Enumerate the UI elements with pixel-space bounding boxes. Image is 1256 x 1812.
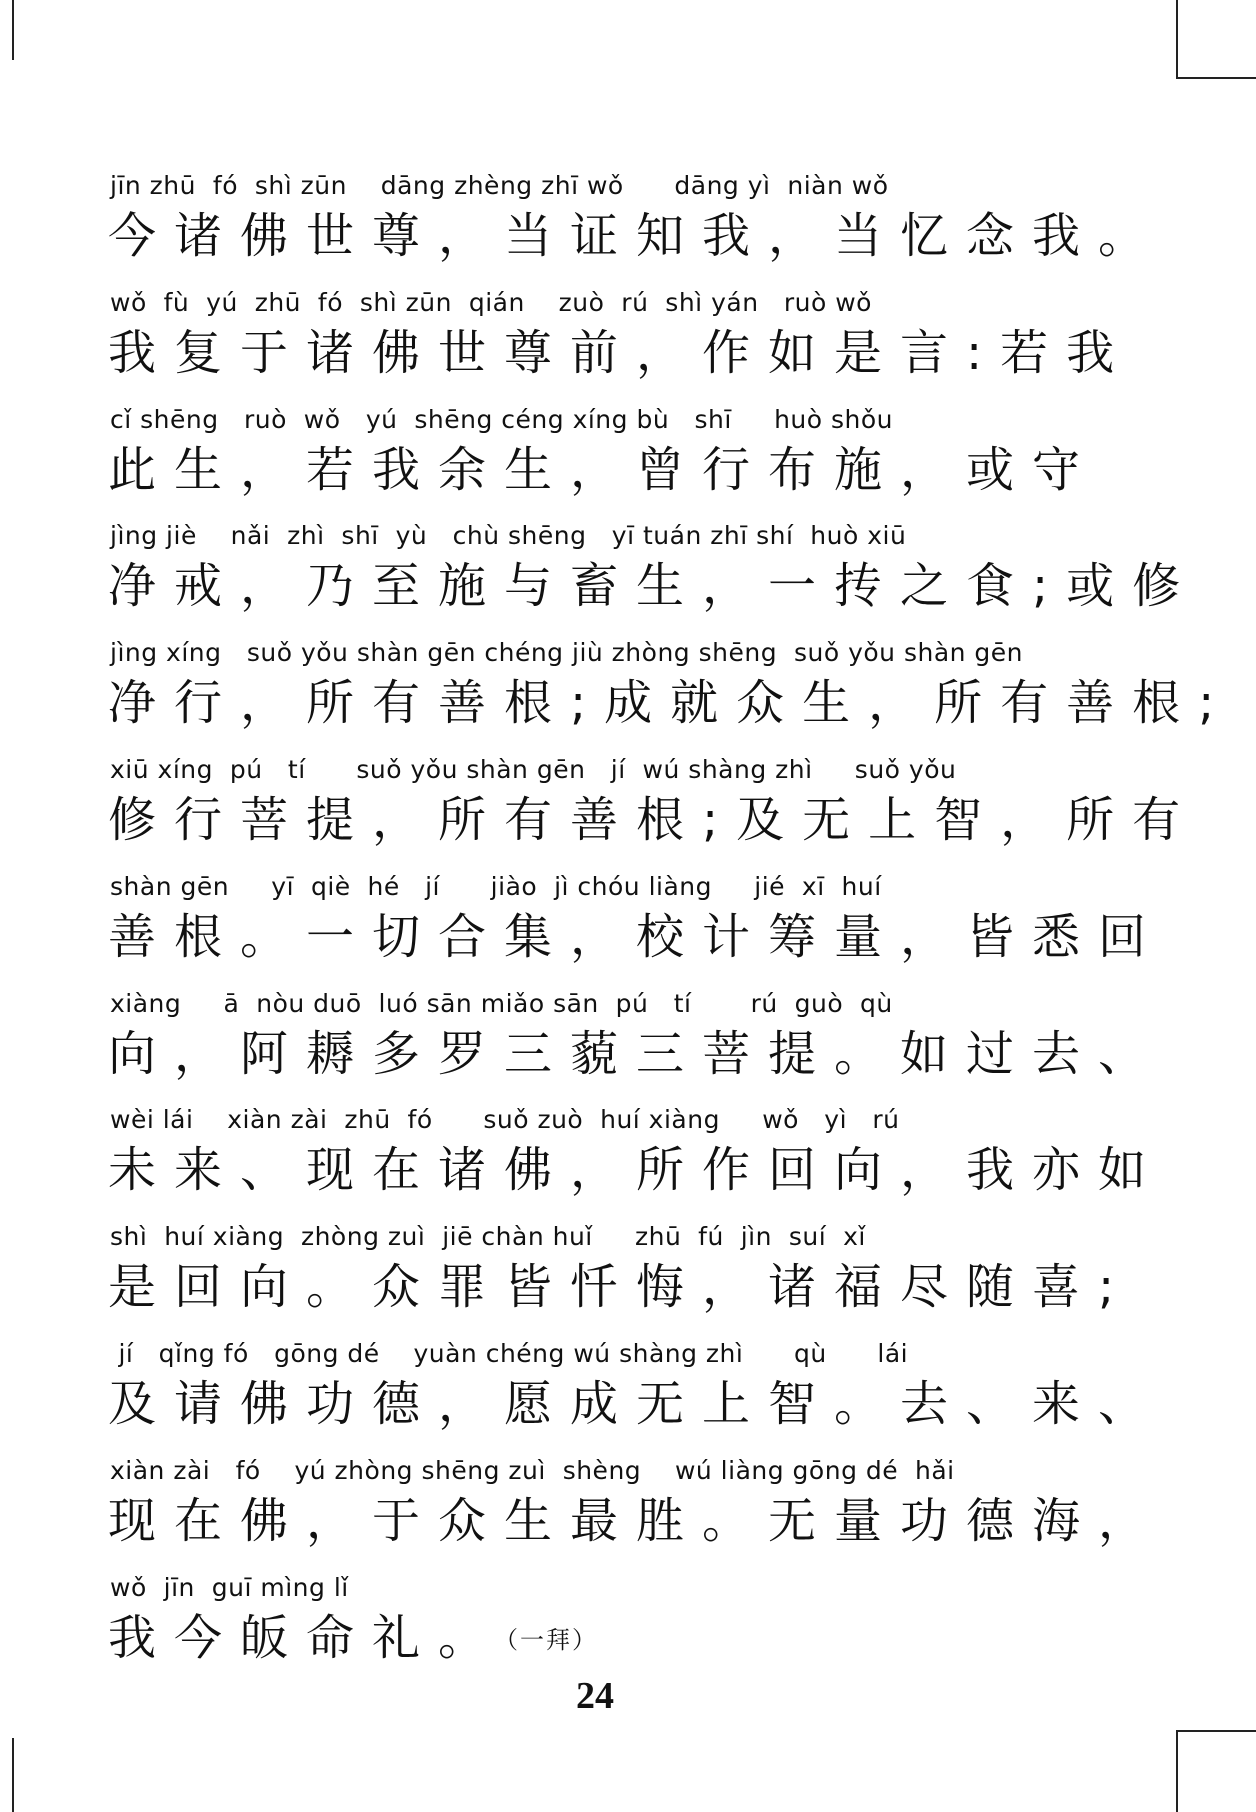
crop-mark-bottom-right-horizontal (1176, 1730, 1256, 1732)
pinyin-line: cǐ shēng ruò wǒ yú shēng céng xíng bù shī huò shǒu (110, 404, 894, 434)
text-line (108, 285, 1133, 402)
crop-mark-bottom-left (12, 1738, 14, 1812)
text-line (108, 168, 1165, 285)
hanzi-line: 是回向。众罪皆忏悔，诸福尽随喜; (108, 1259, 1133, 1316)
text-line (108, 1453, 1165, 1570)
hanzi-line: 及请佛功德，愿成无上智。去、来、 (108, 1375, 1165, 1432)
text-line (108, 1102, 1165, 1219)
hanzi-line: 未来、现在诸佛，所作回向，我亦如 (108, 1142, 1165, 1199)
hanzi-final-text: 我今皈命礼。 (108, 1609, 505, 1666)
pinyin-line: jí qǐng fó gōng dé yuàn chéng wú shàng zhì qù lái (110, 1338, 909, 1368)
hanzi-line: 我复于诸佛世尊前，作如是言:若我 (108, 324, 1133, 381)
text-line (108, 986, 1165, 1103)
text-line (108, 1570, 1098, 1687)
hanzi-line: 净戒，乃至施与畜生，一抟之食;或修 (108, 558, 1199, 615)
crop-mark-top-right-vertical (1176, 0, 1178, 78)
pinyin-line: wǒ jīn guī mìng lǐ (110, 1572, 349, 1602)
hanzi-line-final (108, 1608, 598, 1668)
hanzi-line: 净行，所有善根;成就众生，所有善根; (108, 675, 1233, 732)
pinyin-line: jīn zhū fó shì zūn dāng zhèng zhī wǒ dāng yì niàn wǒ (110, 171, 889, 200)
prostration-note: （一拜） (506, 1625, 599, 1654)
page-number: 24 (576, 1675, 614, 1717)
hanzi-line: 向，阿耨多罗三藐三菩提。如过去、 (108, 1025, 1165, 1082)
pinyin-line: xiū xíng pú tí suǒ yǒu shàn gēn jí wú shàng zhì suǒ yǒu (110, 754, 957, 784)
text-line (108, 869, 1165, 986)
pinyin-line: wèi lái xiàn zài zhū fó suǒ zuò huí xiàng wǒ yì rú (110, 1105, 900, 1135)
text-line (108, 635, 1233, 752)
pinyin-line: jìng xíng suǒ yǒu shàn gēn chéng jiù zhòng shēng suǒ yǒu shàn gēn (110, 638, 1024, 668)
pinyin-line: wǒ fù yú zhū fó shì zūn qián zuò rú shì yán ruò wǒ (110, 287, 872, 317)
scripture-text (108, 168, 1233, 1686)
hanzi-line: 今诸佛世尊，当证知我，当忆念我。 (108, 208, 1165, 264)
pinyin-line: shì huí xiàng zhòng zuì jiē chàn huǐ zhū fú jìn suí xǐ (110, 1222, 866, 1252)
pinyin-line: xiàn zài fó yú zhòng shēng zuì shèng wú liàng gōng dé hǎi (110, 1455, 955, 1485)
crop-mark-top-left (12, 0, 14, 60)
text-line (108, 752, 1199, 869)
text-line (108, 1219, 1133, 1336)
text-line (108, 1336, 1165, 1453)
pinyin-line: shàn gēn yī qiè hé jí jiào jì chóu liàng jié xī huí (110, 871, 882, 901)
hanzi-line: 此生，若我余生，曾行布施，或守 (108, 441, 1099, 498)
pinyin-line: xiàng ā nòu duō luó sān miǎo sān pú tí rú guò qù (110, 988, 893, 1018)
pinyin-line: jìng jiè nǎi zhì shī yù chù shēng yī tuán zhī shí huò xiū (110, 521, 907, 551)
crop-mark-top-right-horizontal (1176, 77, 1256, 79)
crop-mark-bottom-right-vertical (1176, 1730, 1178, 1812)
text-line (108, 518, 1199, 635)
text-line (108, 402, 1098, 519)
hanzi-line: 善根。一切合集，校计筹量，皆悉回 (108, 908, 1165, 965)
hanzi-line: 修行菩提，所有善根;及无上智，所有 (108, 791, 1199, 848)
hanzi-line: 现在佛，于众生最胜。无量功德海， (108, 1492, 1165, 1549)
